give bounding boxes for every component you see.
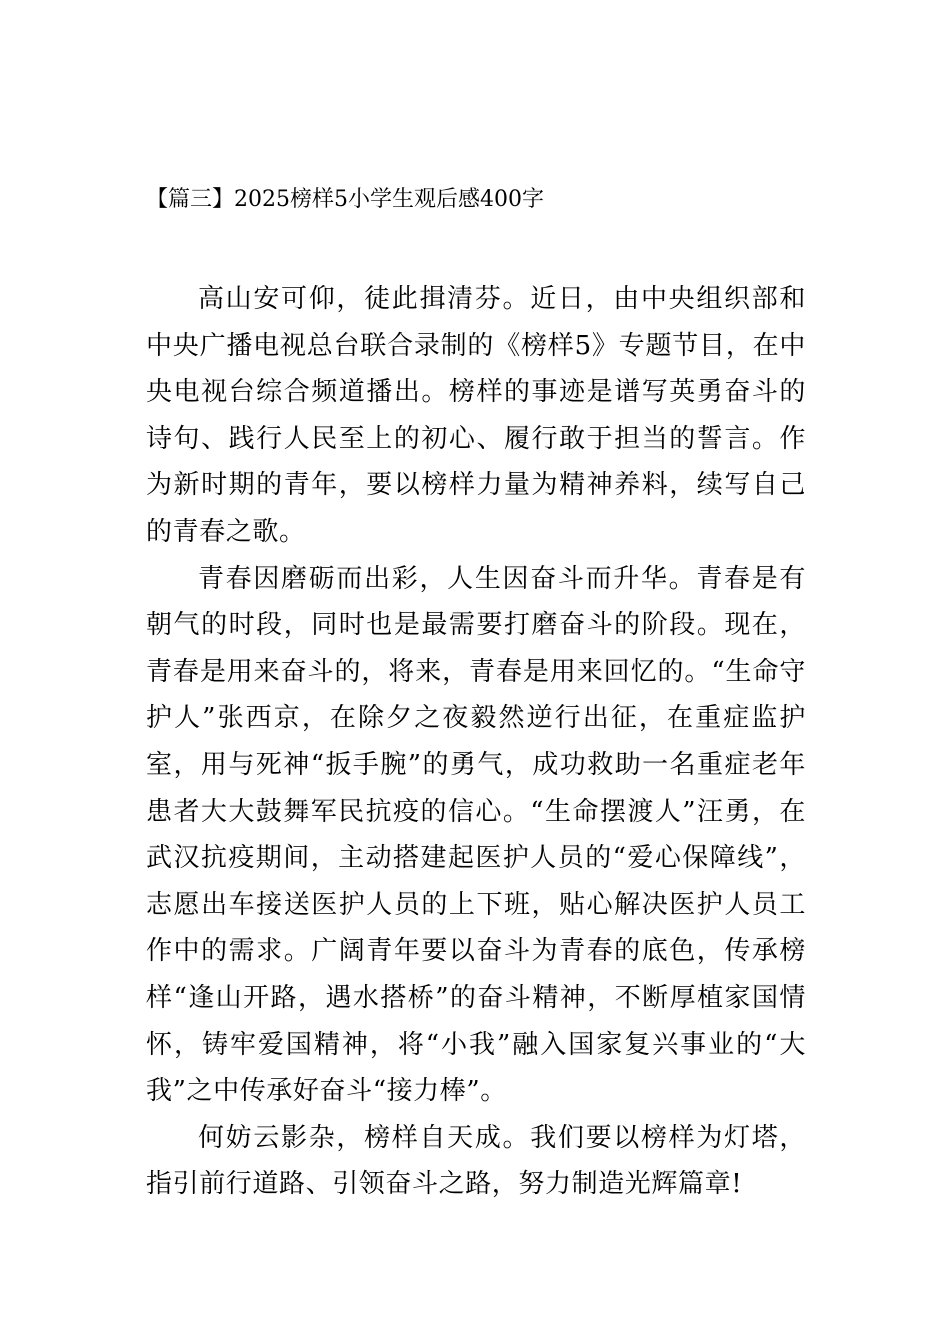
paragraph-2: 青春因磨砺而出彩，人生因奋斗而升华。青春是有朝气的时段，同时也是最需要打磨奋斗的阶段。现在，青春是用来奋斗的，将来，青春是用来回忆的。“生命守护人”张西京，在除夕之夜毅然逆行出征，在重症监护室，用与死神“扳手腕”的勇气，成功救助一名重症老年患者大大鼓舞军民抗疫的信心。“生命摆渡人”汪勇，在武汉抗疫期间，主动搭建起医护人员的“爱心保障线”，志愿出车接送医护人员的上下班，贴心解决医护人员工作中的需求。广阔青年要以奋斗为青春的底色，传承榜样“逢山开路，遇水搭桥”的奋斗精神，不断厚植家国情怀，铸牢爱国精神，将“小我”融入国家复兴事业的“大我”之中传承好奋斗“接力棒”。 bbox=[146, 563, 806, 1107]
paragraph-1: 高山安可仰，徒此揖清芬。近日，由中央组织部和中央广播电视总台联合录制的《榜样5》专题节目，在中央电视台综合频道播出。榜样的事迹是谱写英勇奋斗的诗句、践行人民至上的初心、履行敢于担当的誓言。作为新时期的青年，要以榜样力量为精神养料，续写自己的青春之歌。 bbox=[146, 284, 806, 547]
document-body bbox=[146, 276, 806, 1208]
document-title: 【篇三】2025榜样5小学生观后感400字 bbox=[146, 187, 544, 212]
paragraph-3: 何妨云影杂，榜样自天成。我们要以榜样为灯塔，指引前行道路、引领奋斗之路，努力制造光辉篇章! bbox=[146, 1122, 806, 1200]
